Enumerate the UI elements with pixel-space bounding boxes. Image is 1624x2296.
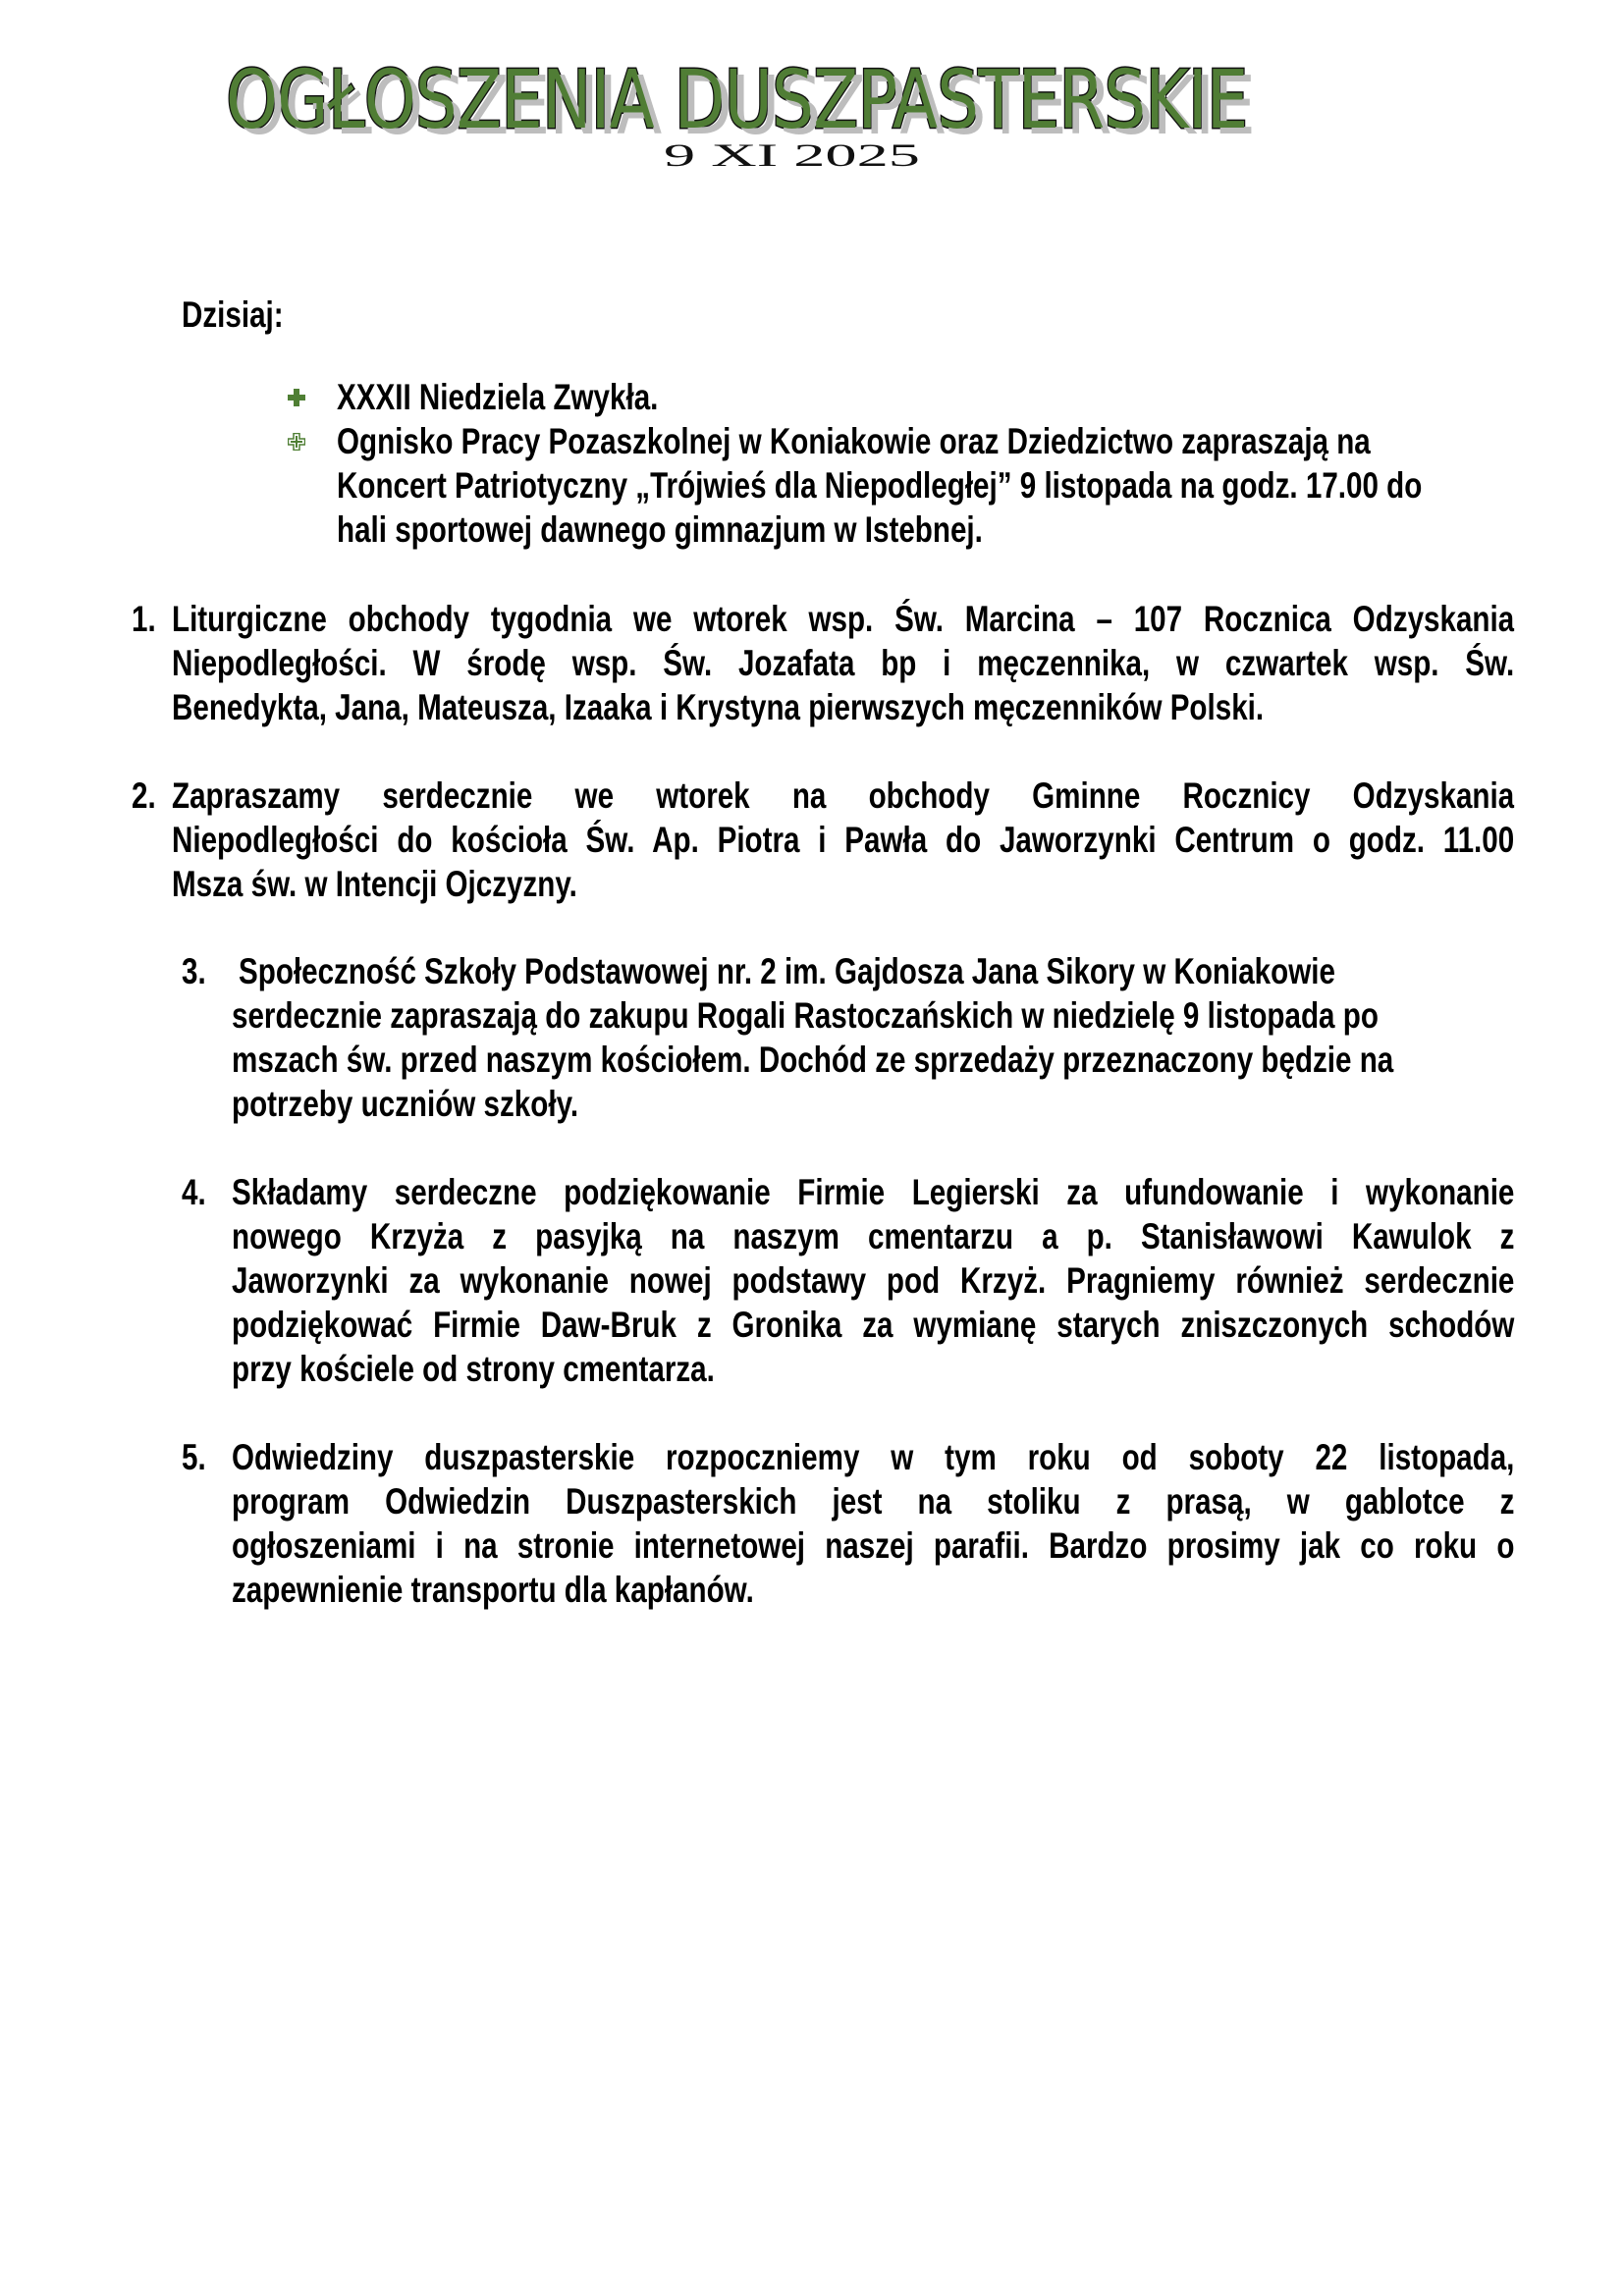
list-item-line: Niepodległości do kościoła Św. Ap. Piotra i Pawła do Jaworzynki Centrum o godz. 11.00 <box>172 820 1515 860</box>
list-item-line: serdecznie zapraszają do zakupu Rogali Rastoczańskich w niedzielę 9 listopada po <box>232 995 1379 1036</box>
list-number: 4. <box>182 1172 206 1212</box>
list-item-line: program Odwiedzin Duszpasterskich jest na stoliku z prasą, w gablotce z <box>232 1481 1515 1522</box>
list-item-line: Zapraszamy serdecznie we wtorek na obchody Gminne Rocznicy Odzyskania <box>172 775 1515 816</box>
solid-cross-icon <box>288 389 305 406</box>
list-item-line: Jaworzynki za wykonanie nowej podstawy pod Krzyż. Pragniemy również serdecznie <box>232 1260 1515 1301</box>
list-item-line: Liturgiczne obchody tygodnia we wtorek wsp. Św. Marcina – 107 Rocznica Odzyskania <box>172 599 1515 639</box>
list-item-line: podziękować Firmie Daw-Bruk z Gronika za wymianę starych zniszczonych schodów <box>232 1305 1515 1345</box>
list-item-line: potrzeby uczniów szkoły. <box>232 1084 579 1124</box>
bullet-line: XXXII Niedziela Zwykła. <box>337 377 659 417</box>
list-item-line: Benedykta, Jana, Mateusza, Izaaka i Krystyna pierwszych męczenników Polski. <box>172 687 1265 727</box>
page-title <box>226 54 1409 147</box>
list-item-line: Społeczność Szkoły Podstawowej nr. 2 im. Gajdosza Jana Sikory w Koniakowie <box>239 951 1335 991</box>
list-item-line: Niepodległości. W środę wsp. Św. Jozafata bp i męczennika, w czwartek wsp. Św. <box>172 643 1515 683</box>
list-item-line: ogłoszeniami i na stronie internetowej naszej parafii. Bardzo prosimy jak co roku o <box>232 1525 1515 1566</box>
list-number: 1. <box>132 599 156 639</box>
title-text: OGŁOSZENIA DUSZPASTERSKIE <box>226 54 1248 147</box>
list-item-line: mszach św. przed naszym kościołem. Dochód ze sprzedaży przeznaczony będzie na <box>232 1040 1394 1080</box>
list-number: 5. <box>182 1437 206 1477</box>
outline-cross-icon <box>288 433 305 451</box>
bullet-line: hali sportowej dawnego gimnazjum w Istebnej. <box>337 509 983 550</box>
list-item-line: Składamy serdeczne podziękowanie Firmie Legierski za ufundowanie i wykonanie <box>232 1172 1515 1212</box>
list-number: 3. <box>182 951 206 991</box>
list-item-line: Odwiedziny duszpasterskie rozpoczniemy w tym roku od soboty 22 listopada, <box>232 1437 1515 1477</box>
list-number: 2. <box>132 775 156 816</box>
today-label: Dzisiaj: <box>182 294 284 335</box>
announcement-date: 9 XI 2025 <box>664 138 920 174</box>
list-item-line: zapewnienie transportu dla kapłanów. <box>232 1570 754 1610</box>
list-item-line: Msza św. w Intencji Ojczyzny. <box>172 864 577 904</box>
bullet-line: Ognisko Pracy Pozaszkolnej w Koniakowie oraz Dziedzictwo zapraszają na <box>337 421 1371 461</box>
list-item-line: nowego Krzyża z pasyjką na naszym cmentarzu a p. Stanisławowi Kawulok z <box>232 1216 1515 1256</box>
list-item-line: przy kościele od strony cmentarza. <box>232 1349 715 1389</box>
bullet-line: Koncert Patriotyczny „Trójwieś dla Niepodległej” 9 listopada na godz. 17.00 do <box>337 465 1423 506</box>
